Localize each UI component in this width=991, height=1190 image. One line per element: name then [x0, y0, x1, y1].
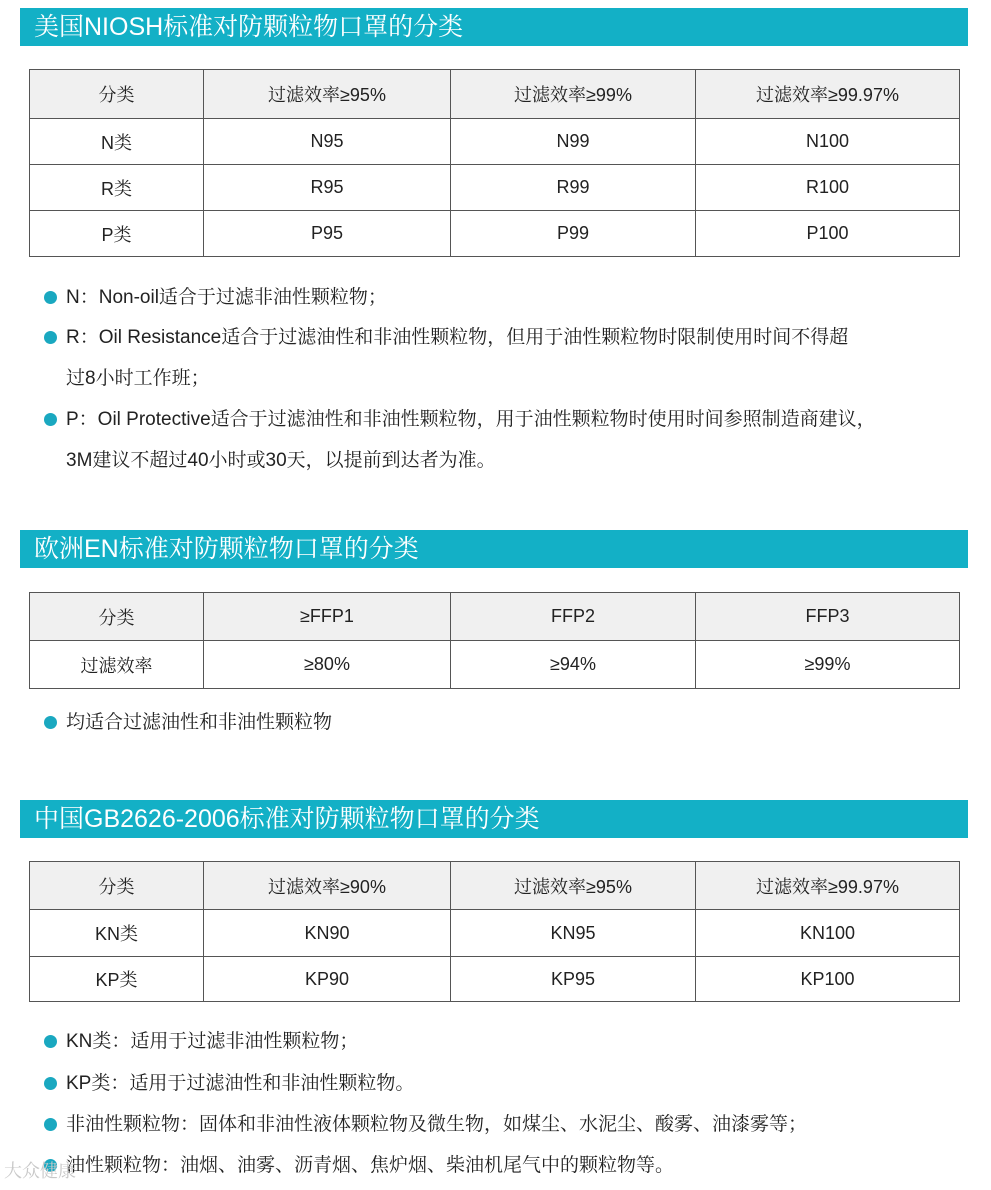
bullet-icon	[44, 413, 57, 426]
table-cell: ≥80%	[204, 641, 451, 689]
table-header-row	[30, 593, 960, 641]
note-item	[44, 1104, 964, 1145]
table-cell: R99	[451, 165, 696, 211]
table-header-cell: FFP3	[696, 593, 960, 641]
table-cell: N95	[204, 119, 451, 165]
note-item	[44, 1145, 964, 1186]
table-cell: KN95	[451, 910, 696, 957]
table-cell: ≥94%	[451, 641, 696, 689]
table-cell: KN90	[204, 910, 451, 957]
table-row	[30, 910, 960, 957]
table-header-cell: 过滤效率≥95%	[451, 862, 696, 910]
table-cell: R100	[696, 165, 960, 211]
table-row	[30, 119, 960, 165]
bullet-icon	[44, 1118, 57, 1131]
table-header-row	[30, 70, 960, 119]
note-text: N：Non-oil适合于过滤非油性颗粒物；	[66, 287, 387, 308]
note-text: 3M建议不超过40小时或30天，以提前到达者为准。	[66, 450, 496, 471]
note-item	[44, 702, 964, 743]
table-header-cell: 分类	[30, 70, 204, 119]
table-cell: KP95	[451, 957, 696, 1002]
en-table	[29, 592, 960, 689]
watermark: 大众健康	[4, 1161, 76, 1181]
table-cell: P100	[696, 211, 960, 257]
note-text: 均适合过滤油性和非油性颗粒物	[66, 712, 333, 733]
table-cell: KN100	[696, 910, 960, 957]
table-header-cell: ≥FFP1	[204, 593, 451, 641]
table-cell: R类	[30, 165, 204, 211]
note-text: 油性颗粒物：油烟、油雾、沥青烟、焦炉烟、柴油机尾气中的颗粒物等。	[66, 1155, 675, 1176]
table-cell: KP类	[30, 957, 204, 1002]
note-item	[44, 1021, 964, 1062]
note-text: R：Oil Resistance适合于过滤油性和非油性颗粒物，但用于油性颗粒物时限制使用时间不得超	[66, 327, 849, 348]
table-header-cell: 过滤效率≥99.97%	[696, 862, 960, 910]
table-cell: ≥99%	[696, 641, 960, 689]
section-title-en: 欧洲EN标准对防颗粒物口罩的分类	[20, 530, 968, 568]
note-item	[44, 317, 964, 399]
table-header-cell: 分类	[30, 593, 204, 641]
note-text: KP类：适用于过滤油性和非油性颗粒物。	[66, 1073, 415, 1094]
table-cell: N99	[451, 119, 696, 165]
table-cell: N类	[30, 119, 204, 165]
section-title-niosh: 美国NIOSH标准对防颗粒物口罩的分类	[20, 8, 968, 46]
bullet-icon	[44, 716, 57, 729]
note-item	[44, 1063, 964, 1104]
table-header-cell: 过滤效率≥99%	[451, 70, 696, 119]
note-item	[44, 277, 964, 318]
bullet-icon	[44, 291, 57, 304]
bullet-icon	[44, 1035, 57, 1048]
table-cell: KN类	[30, 910, 204, 957]
table-cell: P类	[30, 211, 204, 257]
table-header-cell: 过滤效率≥95%	[204, 70, 451, 119]
table-header-cell: 过滤效率≥99.97%	[696, 70, 960, 119]
table-cell: N100	[696, 119, 960, 165]
table-header-cell: 分类	[30, 862, 204, 910]
note-text: KN类：适用于过滤非油性颗粒物；	[66, 1031, 359, 1052]
bullet-icon	[44, 331, 57, 344]
gb-table	[29, 861, 960, 1002]
table-row	[30, 211, 960, 257]
table-cell: P99	[451, 211, 696, 257]
table-cell: P95	[204, 211, 451, 257]
table-header-row	[30, 862, 960, 910]
niosh-table	[29, 69, 960, 257]
note-text: 非油性颗粒物：固体和非油性液体颗粒物及微生物，如煤尘、水泥尘、酸雾、油漆雾等；	[66, 1114, 808, 1135]
section-title-gb: 中国GB2626-2006标准对防颗粒物口罩的分类	[20, 800, 968, 838]
table-header-cell: 过滤效率≥90%	[204, 862, 451, 910]
note-item	[44, 399, 964, 481]
note-text: P：Oil Protective适合于过滤油性和非油性颗粒物，用于油性颗粒物时使用时间参照制造商建议，	[66, 409, 876, 430]
table-cell: R95	[204, 165, 451, 211]
table-header-cell: FFP2	[451, 593, 696, 641]
table-cell: KP100	[696, 957, 960, 1002]
table-row	[30, 165, 960, 211]
note-text: 过8小时工作班；	[66, 368, 210, 389]
table-row	[30, 641, 960, 689]
table-row	[30, 957, 960, 1002]
table-cell: 过滤效率	[30, 641, 204, 689]
table-cell: KP90	[204, 957, 451, 1002]
bullet-icon	[44, 1077, 57, 1090]
